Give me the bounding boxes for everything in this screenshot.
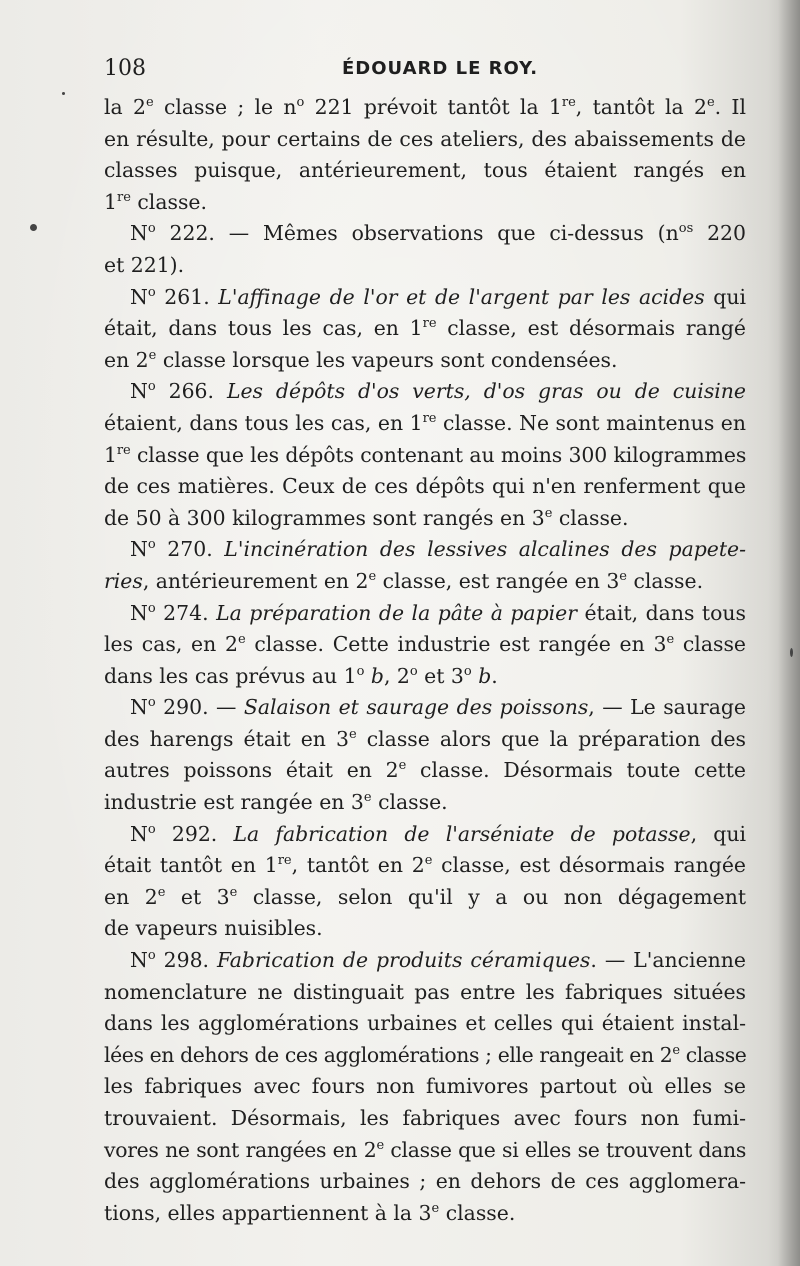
text-line: $N^o$ 298. Fabrication de produits céramiques. — L'ancienne: [130, 948, 746, 973]
text-line: et 221).: [104, 252, 185, 277]
text-line: industrie est rangée en 3e classe.: [104, 790, 448, 815]
text-line: $N^o$ 292. La fabrication de l'arséniate de potasse, qui: [130, 821, 746, 846]
text-line: de 50 à 300 kilogrammes sont rangés en 3e classe.: [104, 505, 629, 530]
text-line: en 2e et 3e classe, selon qu'il y a ou non dégagement: [104, 884, 747, 909]
text-line: des agglomérations urbaines ; en dehors de ces agglomera-: [104, 1169, 746, 1194]
scan-speck: [30, 224, 37, 231]
text-line: des harengs était en 3e classe alors que la préparation des: [104, 726, 746, 751]
text-line: $N^o$ 290. — Salaison et saurage des poissons, — Le saurage: [130, 695, 746, 720]
text-line: $N^o$ 266. Les dépôts d'os verts, d'os gras ou de cuisine: [130, 379, 746, 404]
text-line: autres poissons était en 2e classe. Désormais toute cette: [104, 758, 746, 783]
scan-speck: [62, 92, 65, 95]
text-line: de ces matières. Ceux de ces dépôts qui n'en renferment que: [104, 474, 746, 499]
text-line: en 2e classe lorsque les vapeurs sont condensées.: [104, 347, 618, 372]
text-line: en résulte, pour certains de ces ateliers, des abaissements de: [104, 126, 746, 151]
text-line: trouvaient. Désormais, les fabriques avec fours non fumi-: [104, 1106, 746, 1130]
text-line: dans les cas prévus au 1$^o$ b, 2$^o$ et 3$^o$ b.: [104, 663, 498, 688]
text-line: était, dans tous les cas, en 1re classe, est désormais rangé: [104, 316, 746, 341]
text-line: classes puisque, antérieurement, tous étaient rangés en: [104, 158, 746, 183]
text-line: ries, antérieurement en 2e classe, est rangée en 3e classe.: [104, 568, 704, 593]
book-spine-shadow: [778, 0, 800, 1266]
text-line: $N^o$ 222. — Mêmes observations que ci-dessus ($n^{os}$ 220: [130, 221, 746, 246]
text-line: nomenclature ne distinguait pas entre les fabriques situées: [104, 979, 746, 1004]
text-line: était tantôt en 1re, tantôt en 2e classe, est désormais rangée: [104, 853, 746, 878]
text-line: les cas, en 2e classe. Cette industrie est rangée en 3e classe: [104, 632, 746, 657]
scan-speck: [790, 648, 793, 657]
running-head: ÉDOUARD LE ROY.: [342, 58, 539, 79]
text-line: étaient, dans tous les cas, en 1re classe. Ne sont maintenus en: [104, 410, 747, 435]
text-line: 1re classe.: [104, 189, 207, 214]
text-line: 1re classe que les dépôts contenant au moins 300 kilogrammes: [104, 442, 747, 467]
text-line: $N^o$ 274. La préparation de la pâte à papier était, dans tous: [130, 600, 746, 625]
text-line: tions, elles appartiennent à la 3e classe.: [104, 1200, 516, 1225]
page-number: 108: [104, 56, 146, 81]
text-line: vores ne sont rangées en 2e classe que si elles se trouvent dans: [104, 1137, 746, 1162]
text-line: de vapeurs nuisibles.: [104, 916, 323, 941]
text-line: $N^o$ 261. L'affinage de l'or et de l'argent par les acides qui: [130, 284, 746, 309]
page-header: [104, 52, 744, 86]
text-line: lées en dehors de ces agglomérations ; elle rangeait en 2e classe: [104, 1042, 747, 1067]
text-line: dans les agglomérations urbaines et celles qui étaient instal-: [104, 1011, 746, 1036]
text-line: les fabriques avec fours non fumivores partout où elles se: [104, 1074, 746, 1099]
text-line: $N^o$ 270. L'incinération des lessives alcalines des papete-: [130, 537, 746, 562]
text-line: la 2e classe ; le $n^o$ 221 prévoit tantôt la 1re, tantôt la 2e. Il: [104, 95, 747, 119]
body-text: [104, 92, 746, 1229]
